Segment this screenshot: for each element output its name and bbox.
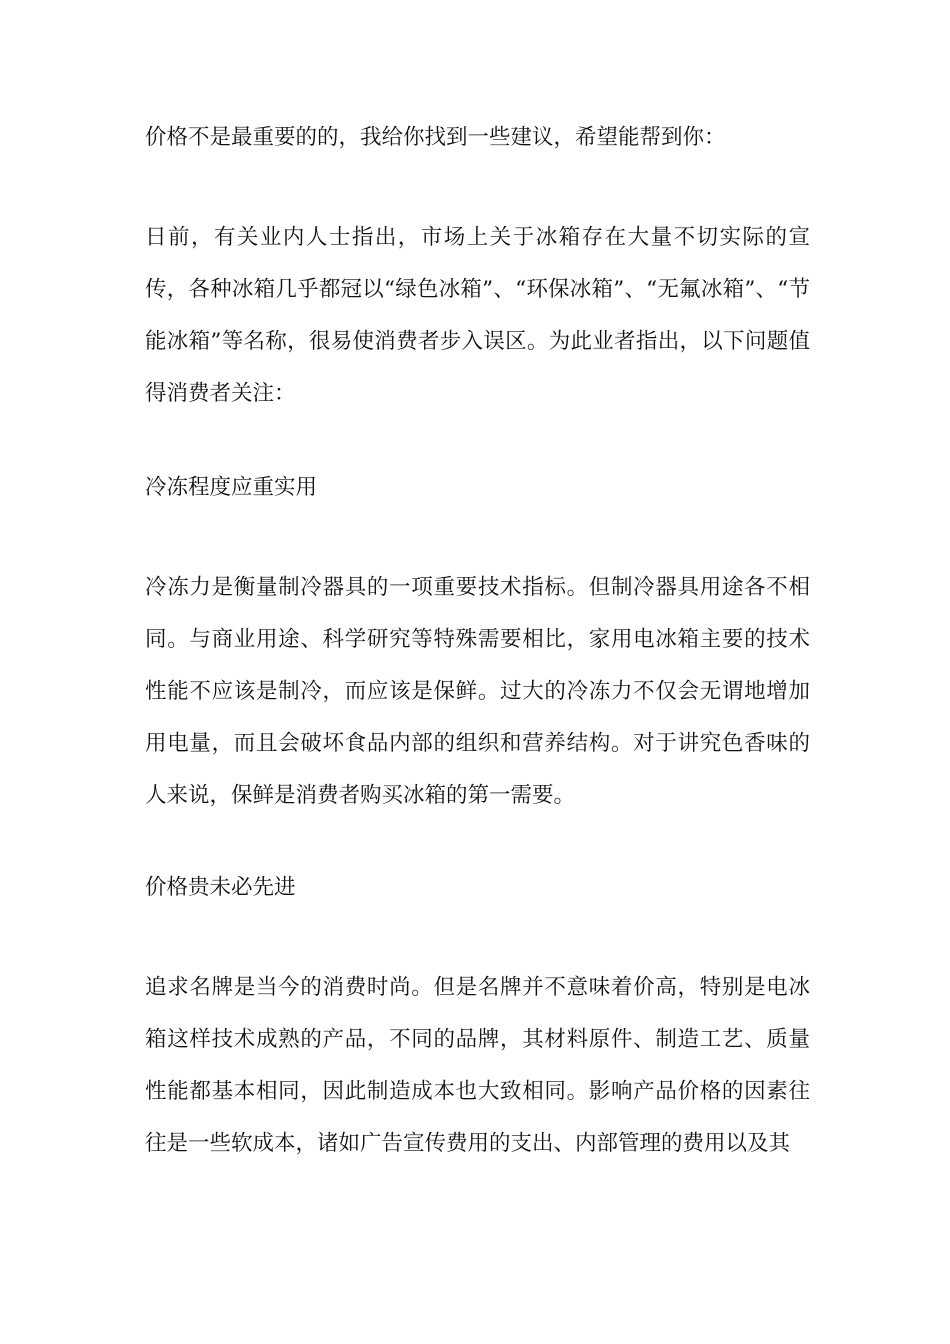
- section-heading-freezing: 冷冻程度应重实用: [145, 475, 318, 500]
- body-paragraph-price: 追求名牌是当今的消费时尚。但是名牌并不意味着价高，特别是电冰箱这样技术成熟的产品，不同的品牌，其材料原件、制造工艺、质量性能都基本相同，因此制造成本也大致相同。影响产品价格的因素往往是一些软成本，诸如广告宣传费用的支出、内部管理的费用以及其: [145, 975, 810, 1156]
- section-heading-price: 价格贵未必先进: [145, 875, 296, 900]
- body-paragraph-freezing: 冷冻力是衡量制冷器具的一项重要技术指标。但制冷器具用途各不相同。与商业用途、科学研究等特殊需要相比，家用电冰箱主要的技术性能不应该是制冷，而应该是保鲜。过大的冷冻力不仅会无谓地增加用电量，而且会破坏食品内部的组织和营养结构。对于讲究色香味的人来说，保鲜是消费者购买冰箱的第一需要。: [145, 575, 810, 808]
- body-paragraph-misleading-claims: 日前，有关业内人士指出，市场上关于冰箱存在大量不切实际的宣传，各种冰箱几乎都冠以“绿色冰箱”、“环保冰箱”、“无氟冰箱”、“节能冰箱”等名称，很易使消费者步入误区。为此业者指出，以下问题值得消费者关注：: [145, 225, 810, 406]
- intro-paragraph: 价格不是最重要的的，我给你找到一些建议，希望能帮到你：: [145, 125, 726, 150]
